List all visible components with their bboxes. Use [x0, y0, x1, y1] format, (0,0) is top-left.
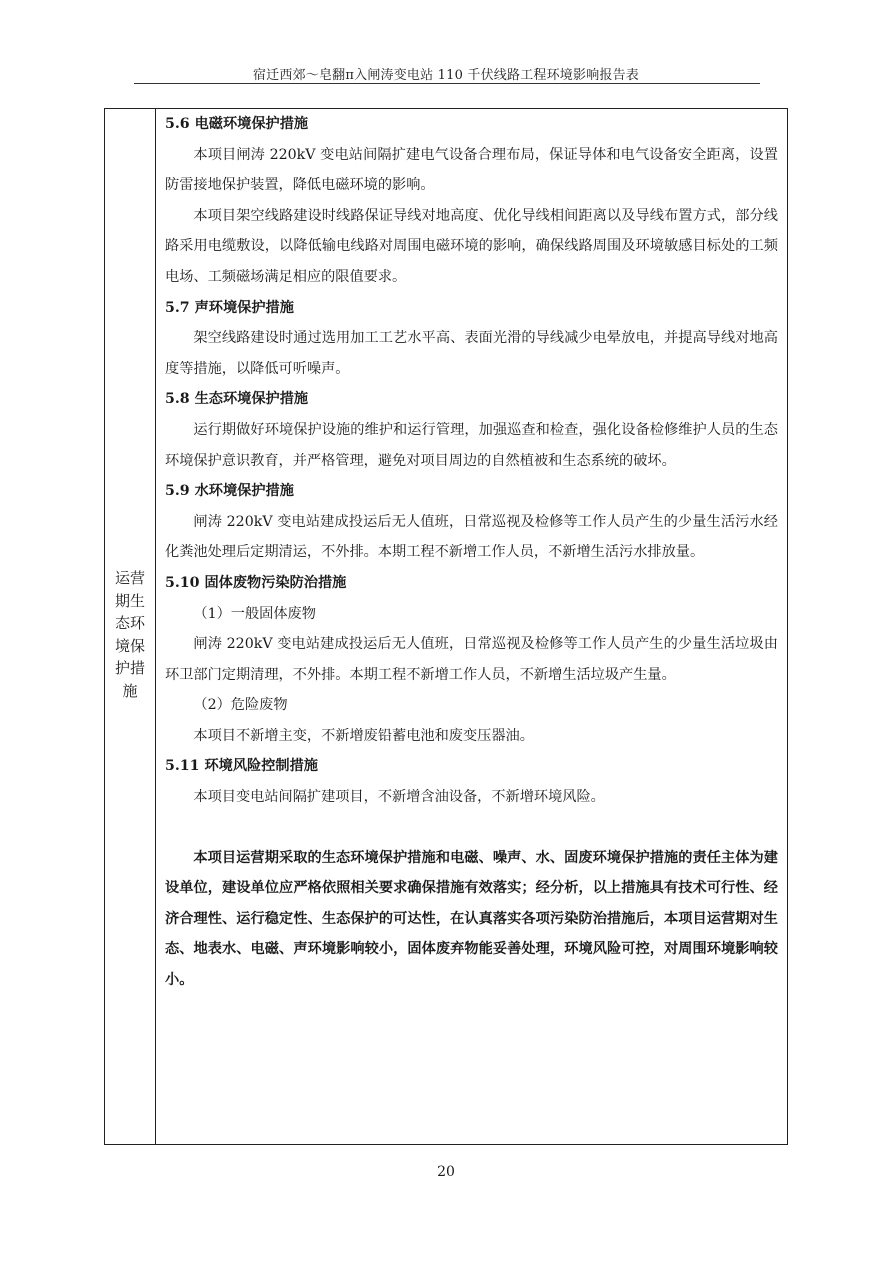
subheading-hazardous-waste: （2）危险废物 — [193, 697, 288, 714]
row-label-text: 运营期生态环境保护措施 — [115, 569, 146, 700]
measures-content-cell — [156, 109, 787, 996]
section-title-5-9: 5.9 水环境保护措施 — [165, 483, 294, 500]
section-title-5-8: 5.8 生态环境保护措施 — [165, 391, 309, 408]
paragraph-5-6-2: 本项目架空线路建设时线路保证导线对地高度、优化导线相间距离以及导线布置方式，部分线路采用电缆敷设，以降低输电线路对周围电磁环境的影响，确保线路周围及环境敏感目标处的工频电场、工频磁场满足相应的限值要求。 — [165, 207, 778, 285]
paragraph-5-7-1: 架空线路建设时通过选用加工工艺水平高、表面光滑的导线减少电晕放电，并提高导线对地高度等措施，以降低可听噪声。 — [165, 330, 778, 377]
spacer — [165, 813, 778, 843]
measures-table — [104, 108, 788, 1145]
section-title-5-6: 5.6 电磁环境保护措施 — [165, 116, 309, 132]
row-label-cell — [105, 109, 156, 1144]
document-header-title: 宿迁西郊～皂翻π入闸涛变电站 110 千伏线路工程环境影响报告表 — [252, 68, 640, 83]
page-number: 20 — [437, 1164, 455, 1180]
header-divider — [134, 83, 760, 84]
section-title-5-11: 5.11 环境风险控制措施 — [165, 758, 318, 775]
conclusion-paragraph: 本项目运营期采取的生态环境保护措施和电磁、噪声、水、固废环境保护措施的责任主体为建设单位，建设单位应严格依照相关要求确保措施有效落实；经分析，以上措施具有技术可行性、经济合理性、运行稳定性、生态保护的可达性，在认真落实各项污染防治措施后，本项目运营期对生态、地表水、电磁、声环境影响较小，固体废弃物能妥善处理，环境风险可控，对周围环境影响较小。 — [165, 849, 778, 989]
paragraph-5-6-1: 本项目闸涛 220kV 变电站间隔扩建电气设备合理布局，保证导体和电气设备安全距离，设置防雷接地保护装置，降低电磁环境的影响。 — [165, 146, 778, 194]
section-title-5-7: 5.7 声环境保护措施 — [165, 299, 294, 316]
paragraph-5-8-1: 运行期做好环境保护设施的维护和运行管理，加强巡查和检查，强化设备检修维护人员的生态环境保护意识教育，并严格管理，避免对项目周边的自然植被和生态系统的破坏。 — [165, 421, 778, 469]
section-title-5-10: 5.10 固体废物污染防治措施 — [165, 574, 347, 591]
subheading-general-solid-waste: （1）一般固体废物 — [193, 605, 316, 622]
paragraph-5-9-1: 闸涛 220kV 变电站建成投运后无人值班，日常巡视及检修等工作人员产生的少量生活污水经化粪池处理后定期清运，不外排。本期工程不新增工作人员，不新增生活污水排放量。 — [165, 513, 778, 561]
paragraph-5-11-1: 本项目变电站间隔扩建项目，不新增含油设备，不新增环境风险。 — [193, 789, 605, 806]
paragraph-5-10-2: 本项目不新增主变，不新增废铅蓄电池和废变压器油。 — [193, 727, 534, 744]
paragraph-5-10-1: 闸涛 220kV 变电站建成投运后无人值班，日常巡视及检修等工作人员产生的少量生活垃圾由环卫部门定期清理，不外排。本期工程不新增工作人员，不新增生活垃圾产生量。 — [165, 636, 778, 683]
